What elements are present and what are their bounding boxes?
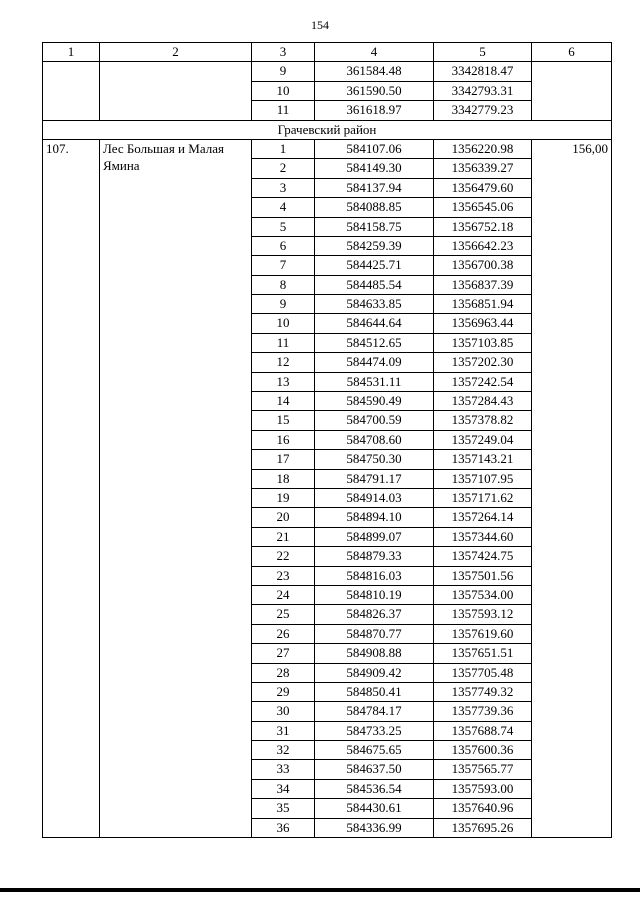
entry-number: 107. [43,139,100,837]
y-coordinate-cell: 1357202.30 [434,353,532,372]
coordinates-table [42,42,612,838]
x-coordinate-cell: 584512.65 [315,333,434,352]
y-coordinate-cell: 1356851.94 [434,295,532,314]
y-coordinate-cell: 1357695.26 [434,818,532,837]
x-coordinate-cell: 584107.06 [315,139,434,158]
x-coordinate-cell: 584784.17 [315,702,434,721]
y-coordinate-cell: 1357424.75 [434,547,532,566]
point-number-cell: 8 [252,275,315,294]
y-coordinate-cell: 1356339.27 [434,159,532,178]
y-coordinate-cell: 1356752.18 [434,217,532,236]
x-coordinate-cell: 584536.54 [315,779,434,798]
y-coordinate-cell: 1356479.60 [434,178,532,197]
point-number-cell: 25 [252,605,315,624]
y-coordinate-cell: 1356220.98 [434,139,532,158]
y-coordinate-cell: 1356545.06 [434,198,532,217]
x-coordinate-cell: 584914.03 [315,488,434,507]
y-coordinate-cell: 1357344.60 [434,527,532,546]
point-number-cell: 9 [252,295,315,314]
y-coordinate-cell: 1357284.43 [434,392,532,411]
point-number-cell: 35 [252,799,315,818]
y-coordinate-cell: 3342779.23 [434,101,532,120]
y-coordinate-cell: 1357103.85 [434,333,532,352]
point-number-cell: 24 [252,585,315,604]
x-coordinate-cell: 584879.33 [315,547,434,566]
y-coordinate-cell: 1357651.51 [434,644,532,663]
point-number-cell: 20 [252,508,315,527]
x-coordinate-cell: 584149.30 [315,159,434,178]
x-coordinate-cell: 584791.17 [315,469,434,488]
y-coordinate-cell: 1356642.23 [434,236,532,255]
x-coordinate-cell: 361618.97 [315,101,434,120]
point-number-cell: 11 [252,333,315,352]
header-cell: 3 [252,43,315,62]
x-coordinate-cell: 584425.71 [315,256,434,275]
header-cell: 4 [315,43,434,62]
y-coordinate-cell: 1356700.38 [434,256,532,275]
empty-name-cell [100,62,252,120]
empty-area-cell [532,62,612,120]
point-number-cell: 4 [252,198,315,217]
x-coordinate-cell: 584675.65 [315,741,434,760]
x-coordinate-cell: 584590.49 [315,392,434,411]
point-number-cell: 6 [252,236,315,255]
x-coordinate-cell: 584633.85 [315,295,434,314]
point-number-cell: 29 [252,682,315,701]
x-coordinate-cell: 584894.10 [315,508,434,527]
point-number-cell: 32 [252,741,315,760]
point-number-cell: 19 [252,488,315,507]
point-number-cell: 18 [252,469,315,488]
x-coordinate-cell: 584826.37 [315,605,434,624]
point-number-cell: 11 [252,101,315,120]
header-cell: 1 [43,43,100,62]
x-coordinate-cell: 584137.94 [315,178,434,197]
point-number-cell: 10 [252,314,315,333]
x-coordinate-cell: 584733.25 [315,721,434,740]
y-coordinate-cell: 1356837.39 [434,275,532,294]
point-number-cell: 16 [252,430,315,449]
bottom-rule [0,888,640,892]
x-coordinate-cell: 584336.99 [315,818,434,837]
y-coordinate-cell: 1357171.62 [434,488,532,507]
point-number-cell: 10 [252,81,315,100]
table-row [43,139,612,158]
x-coordinate-cell: 584485.54 [315,275,434,294]
header-cell: 5 [434,43,532,62]
y-coordinate-cell: 1357593.00 [434,779,532,798]
x-coordinate-cell: 584750.30 [315,450,434,469]
x-coordinate-cell: 584474.09 [315,353,434,372]
point-number-cell: 3 [252,178,315,197]
y-coordinate-cell: 1356963.44 [434,314,532,333]
x-coordinate-cell: 584700.59 [315,411,434,430]
point-number-cell: 33 [252,760,315,779]
header-cell: 2 [100,43,252,62]
y-coordinate-cell: 1357619.60 [434,624,532,643]
point-number-cell: 21 [252,527,315,546]
table-body [43,43,612,838]
y-coordinate-cell: 1357378.82 [434,411,532,430]
x-coordinate-cell: 584644.64 [315,314,434,333]
point-number-cell: 23 [252,566,315,585]
x-coordinate-cell: 361584.48 [315,62,434,81]
y-coordinate-cell: 1357688.74 [434,721,532,740]
point-number-cell: 31 [252,721,315,740]
y-coordinate-cell: 1357242.54 [434,372,532,391]
point-number-cell: 1 [252,139,315,158]
point-number-cell: 12 [252,353,315,372]
x-coordinate-cell: 584158.75 [315,217,434,236]
x-coordinate-cell: 584909.42 [315,663,434,682]
header-row [43,43,612,62]
table-row [43,62,612,81]
district-heading: Грачевский район [43,120,612,139]
y-coordinate-cell: 1357143.21 [434,450,532,469]
x-coordinate-cell: 361590.50 [315,81,434,100]
y-coordinate-cell: 1357593.12 [434,605,532,624]
y-coordinate-cell: 1357249.04 [434,430,532,449]
x-coordinate-cell: 584088.85 [315,198,434,217]
district-row [43,120,612,139]
x-coordinate-cell: 584850.41 [315,682,434,701]
point-number-cell: 15 [252,411,315,430]
y-coordinate-cell: 3342818.47 [434,62,532,81]
point-number-cell: 9 [252,62,315,81]
point-number-cell: 27 [252,644,315,663]
y-coordinate-cell: 3342793.31 [434,81,532,100]
y-coordinate-cell: 1357705.48 [434,663,532,682]
point-number-cell: 34 [252,779,315,798]
x-coordinate-cell: 584870.77 [315,624,434,643]
y-coordinate-cell: 1357749.32 [434,682,532,701]
x-coordinate-cell: 584908.88 [315,644,434,663]
x-coordinate-cell: 584637.50 [315,760,434,779]
y-coordinate-cell: 1357534.00 [434,585,532,604]
point-number-cell: 30 [252,702,315,721]
y-coordinate-cell: 1357264.14 [434,508,532,527]
y-coordinate-cell: 1357739.36 [434,702,532,721]
point-number-cell: 2 [252,159,315,178]
header-cell: 6 [532,43,612,62]
x-coordinate-cell: 584816.03 [315,566,434,585]
point-number-cell: 17 [252,450,315,469]
x-coordinate-cell: 584810.19 [315,585,434,604]
point-number-cell: 5 [252,217,315,236]
x-coordinate-cell: 584708.60 [315,430,434,449]
page-number: 154 [311,18,329,32]
point-number-cell: 28 [252,663,315,682]
point-number-cell: 14 [252,392,315,411]
empty-number-cell [43,62,100,120]
y-coordinate-cell: 1357107.95 [434,469,532,488]
x-coordinate-cell: 584259.39 [315,236,434,255]
point-number-cell: 13 [252,372,315,391]
area-value: 156,00 [532,139,612,837]
point-number-cell: 36 [252,818,315,837]
y-coordinate-cell: 1357640.96 [434,799,532,818]
point-number-cell: 22 [252,547,315,566]
y-coordinate-cell: 1357501.56 [434,566,532,585]
y-coordinate-cell: 1357600.36 [434,741,532,760]
y-coordinate-cell: 1357565.77 [434,760,532,779]
x-coordinate-cell: 584899.07 [315,527,434,546]
point-number-cell: 26 [252,624,315,643]
x-coordinate-cell: 584531.11 [315,372,434,391]
x-coordinate-cell: 584430.61 [315,799,434,818]
point-number-cell: 7 [252,256,315,275]
site-name: Лес Большая и Малая Ямина [100,139,252,837]
